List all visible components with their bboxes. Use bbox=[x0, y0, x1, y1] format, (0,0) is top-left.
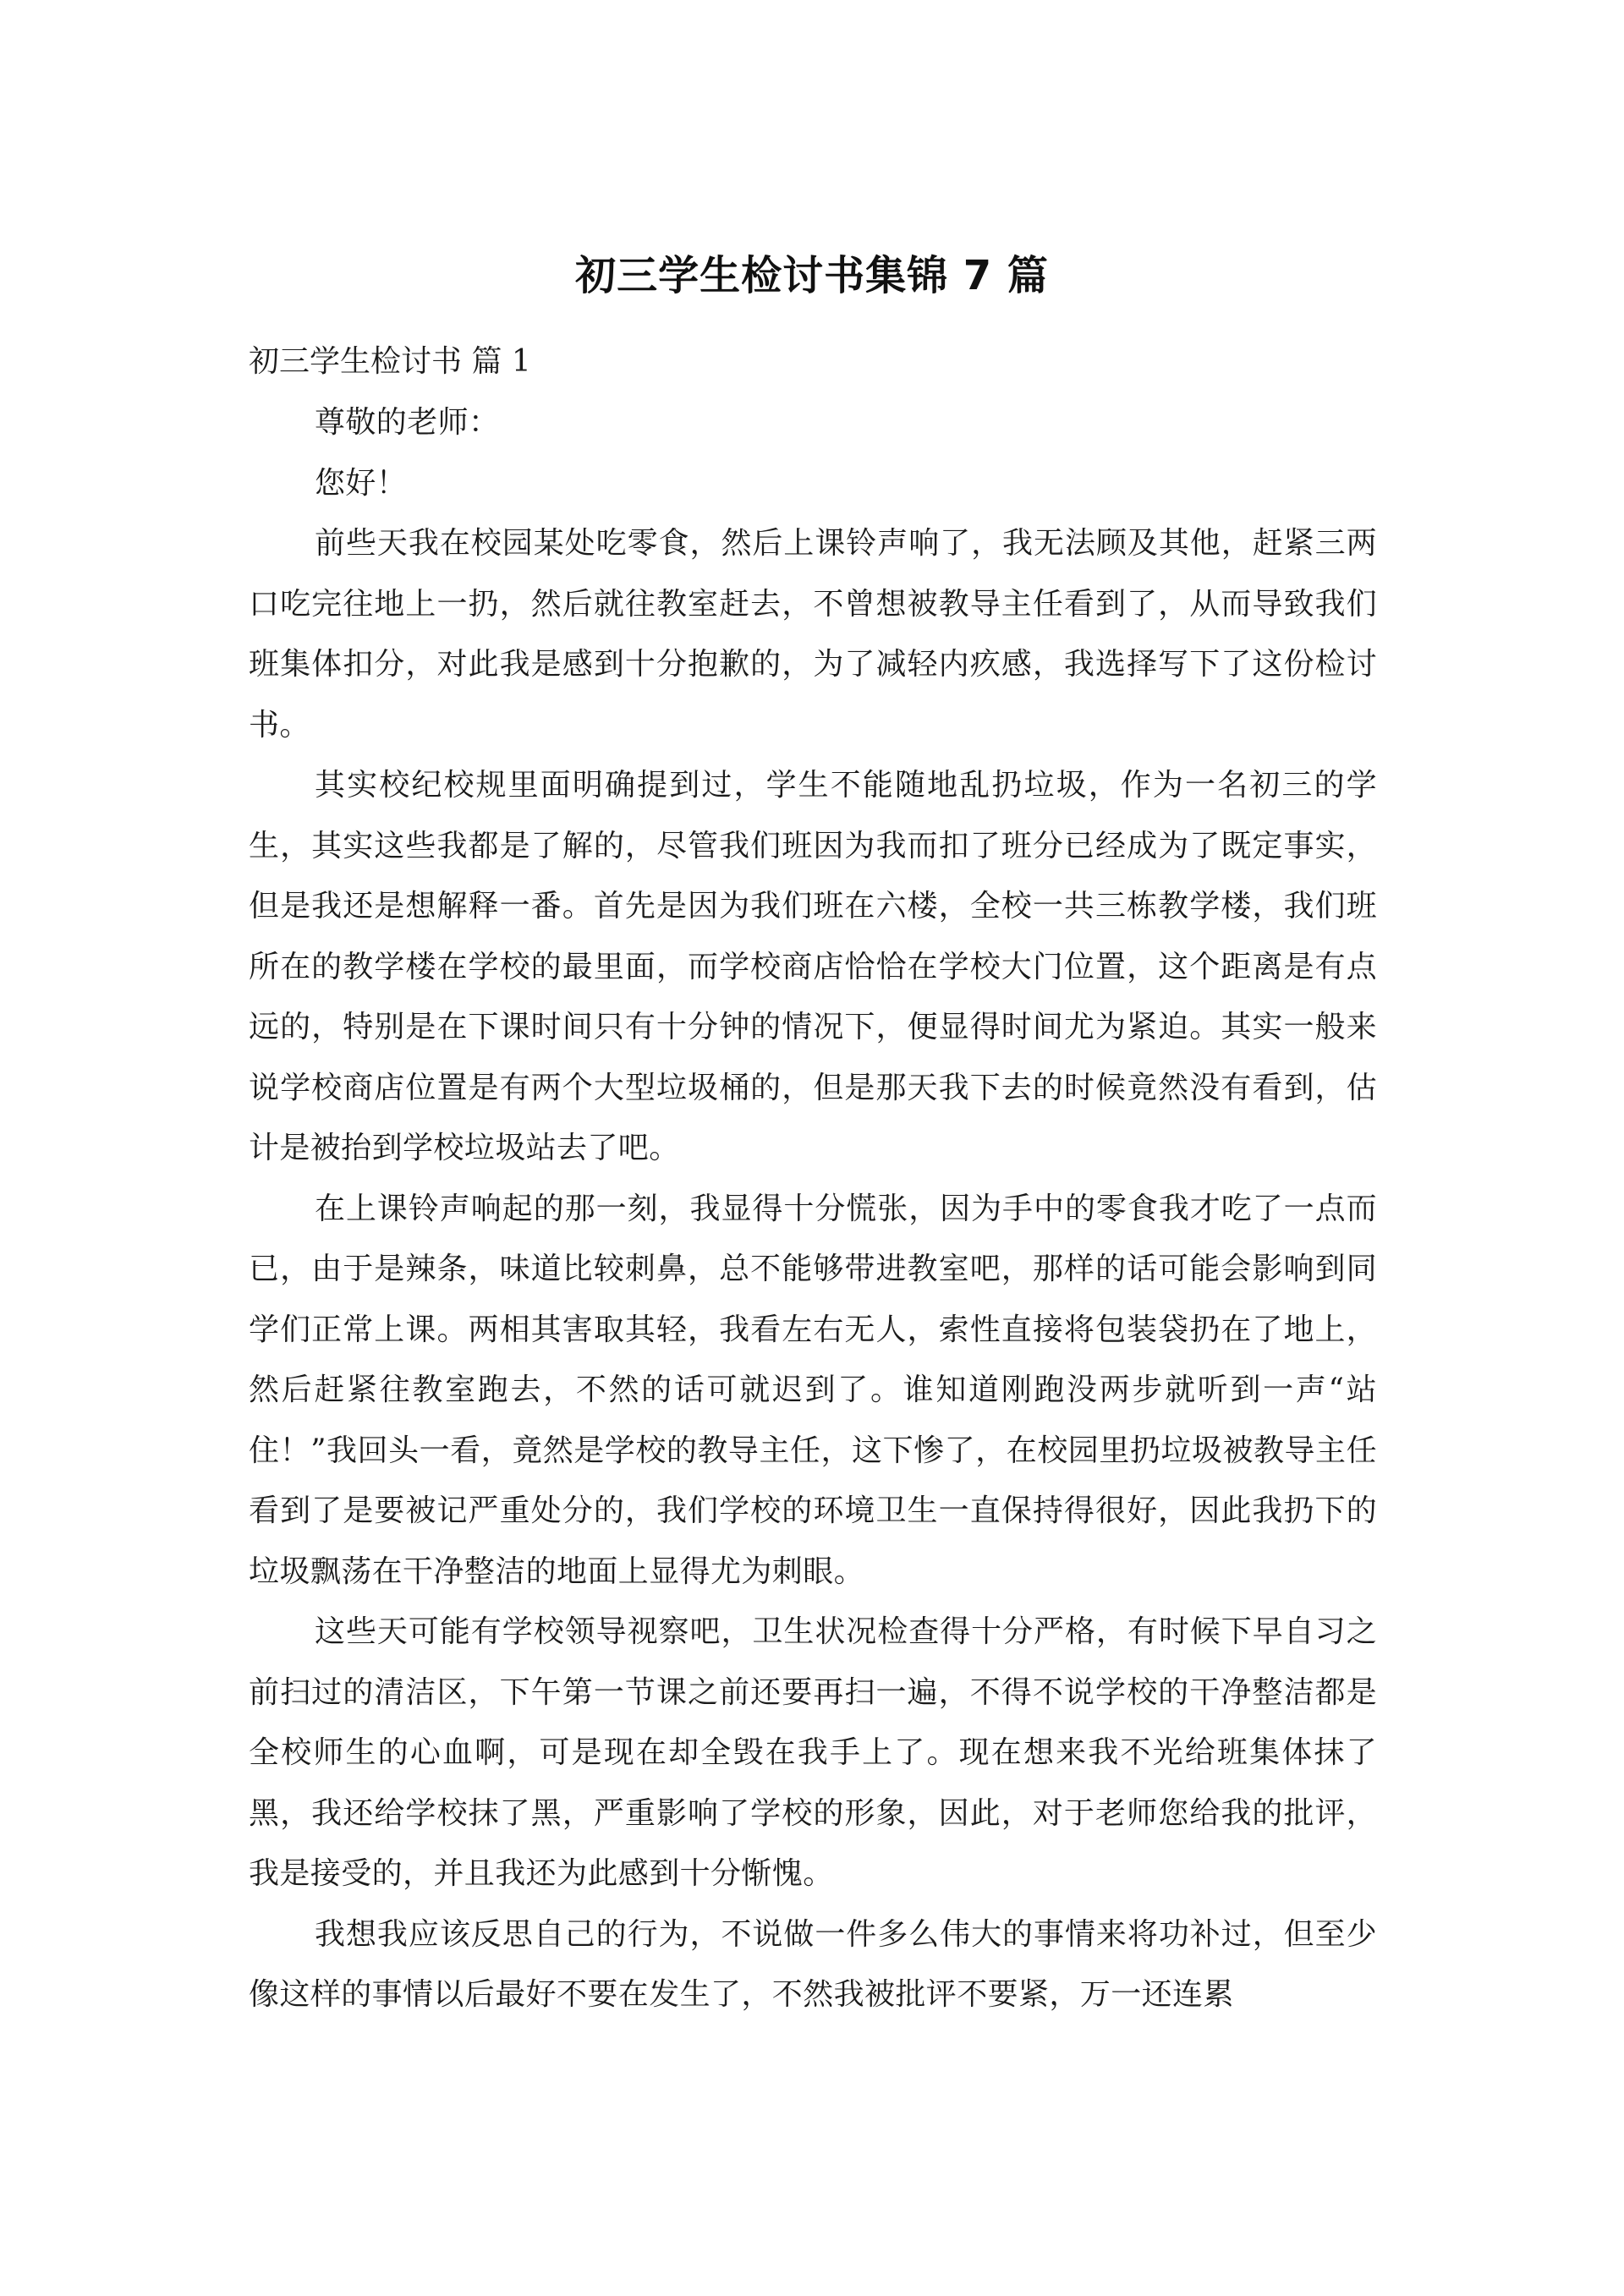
greeting: 您好！ bbox=[315, 465, 408, 501]
body-paragraph: 这些天可能有学校领导视察吧，卫生状况检查得十分严格，有时候下早自习之前扫过的清洁区，下午第一节课之前还要再扫一遍，不得不说学校的干净整洁都是全校师生的心血啊，可是现在却全毁在我手上了。现在想来我不光给班集体抹了黑，我还给学校抹了黑，严重影响了学校的形象，因此，对于老师您给我的批评，我是接受的，并且我还为此感到十分惭愧。 bbox=[249, 1614, 1377, 1891]
salutation: 尊敬的老师： bbox=[315, 405, 500, 440]
body-paragraph: 前些天我在校园某处吃零食，然后上课铃声响了，我无法顾及其他，赶紧三两口吃完往地上一扔，然后就往教室赶去，不曾想被教导主任看到了，从而导致我们班集体扣分，对此我是感到十分抱歉的，为了减轻内疚感，我选择写下了这份检讨书。 bbox=[249, 526, 1377, 743]
body-paragraph: 在上课铃声响起的那一刻，我显得十分慌张，因为手中的零食我才吃了一点而已，由于是辣条，味道比较刺鼻，总不能够带进教室吧，那样的话可能会影响到同学们正常上课。两相其害取其轻，我看左右无人，索性直接将包装袋扔在了地上，然后赶紧往教室跑去，不然的话可就迟到了。谁知道刚跑没两步就听到一声“站住！”我回头一看，竟然是学校的教导主任，这下惨了，在校园里扔垃圾被教导主任看到了是要被记严重处分的，我们学校的环境卫生一直保持得很好，因此我扔下的垃圾飘荡在干净整洁的地面上显得尤为刺眼。 bbox=[249, 1191, 1377, 1589]
section-heading: 初三学生检讨书 篇 1 bbox=[249, 344, 531, 379]
body-paragraph: 我想我应该反思自己的行为，不说做一件多么伟大的事情来将功补过，但至少像这样的事情以后最好不要在发生了，不然我被批评不要紧，万一还连累 bbox=[249, 1916, 1377, 2012]
document-title: 初三学生检讨书集锦 7 篇 bbox=[575, 252, 1049, 299]
document-body bbox=[249, 332, 1377, 2025]
body-paragraph: 其实校纪校规里面明确提到过，学生不能随地乱扔垃圾，作为一名初三的学生，其实这些我都是了解的，尽管我们班因为我而扣了班分已经成为了既定事实，但是我还是想解释一番。首先是因为我们班在六楼，全校一共三栋教学楼，我们班所在的教学楼在学校的最里面，而学校商店恰恰在学校大门位置，这个距离是有点远的，特别是在下课时间只有十分钟的情况下，便显得时间尤为紧迫。其实一般来说学校商店位置是有两个大型垃圾桶的，但是那天我下去的时候竟然没有看到，估计是被抬到学校垃圾站去了吧。 bbox=[249, 768, 1377, 1165]
